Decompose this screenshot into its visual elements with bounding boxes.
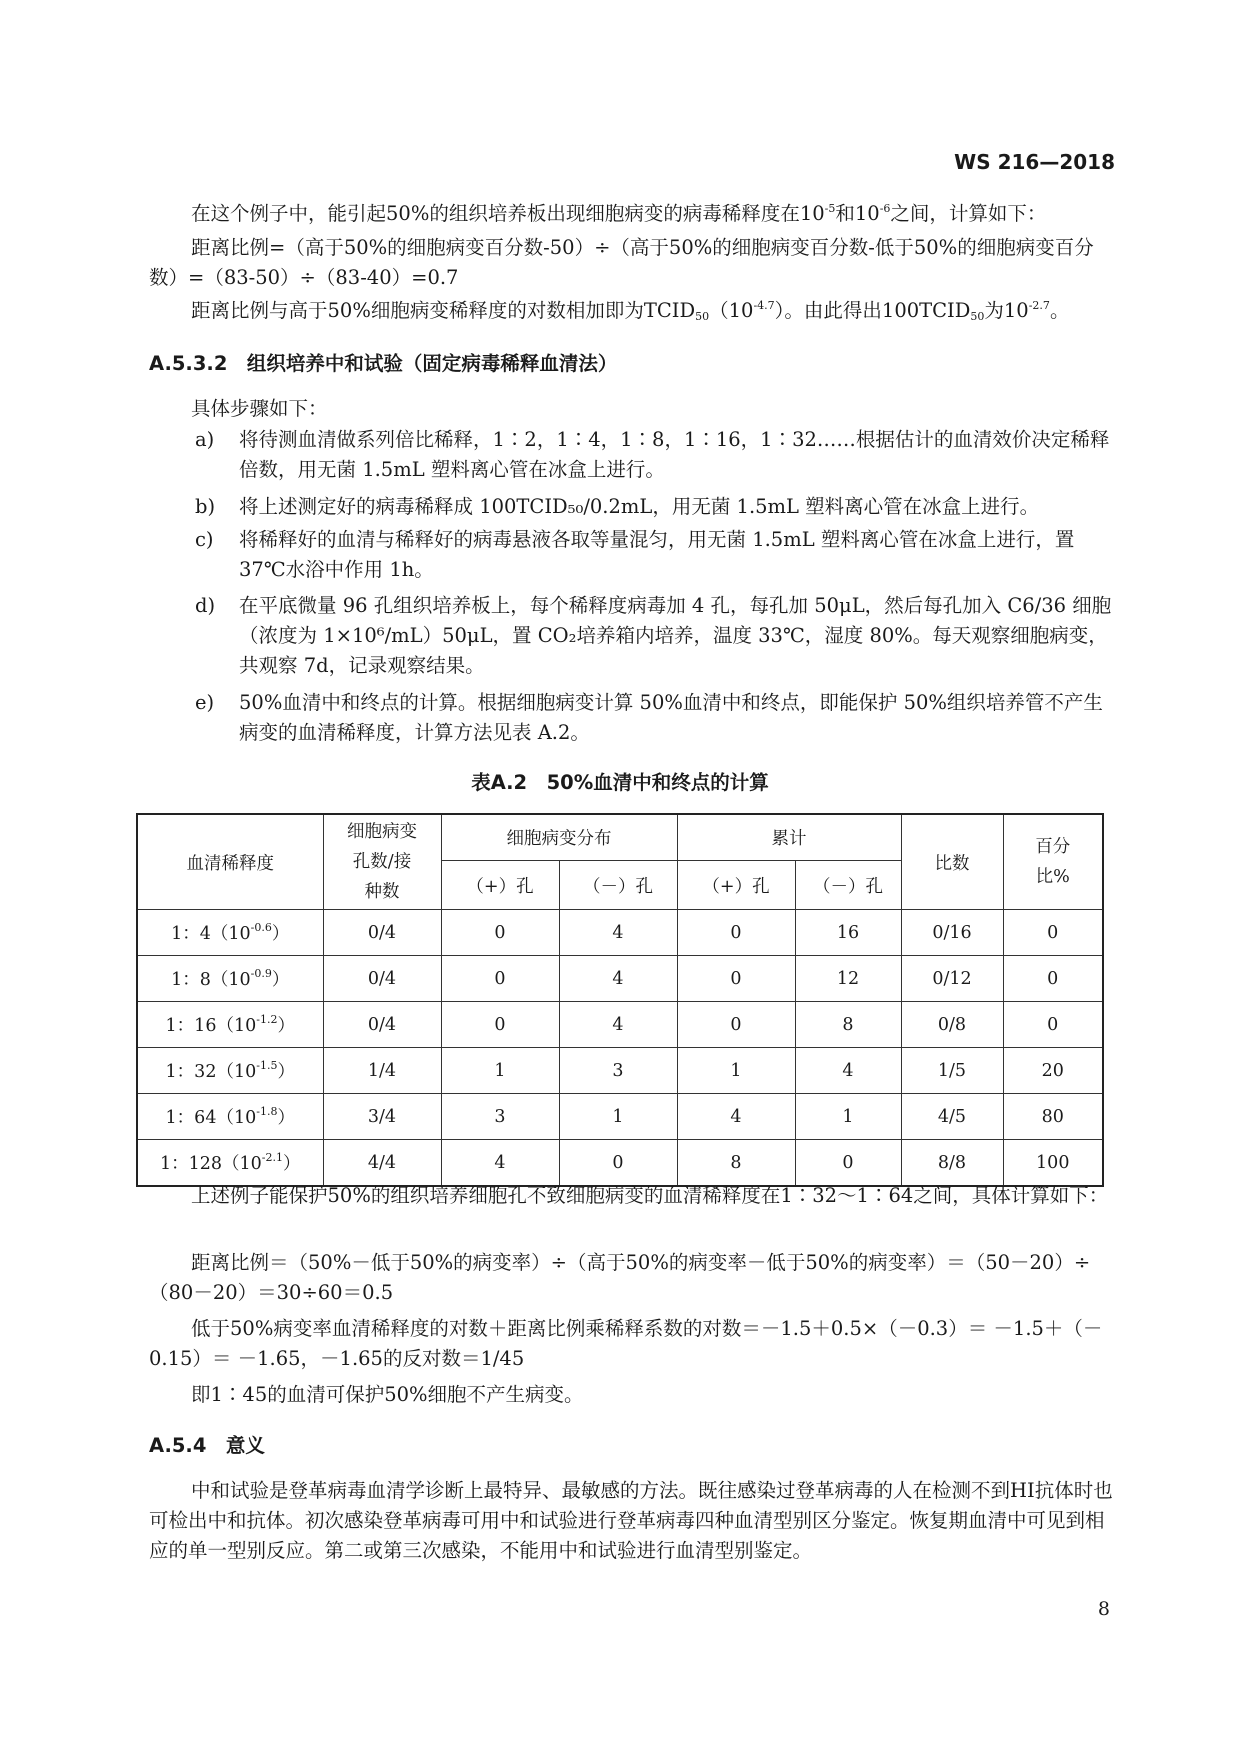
cell-dist-positive: 3 [441, 1094, 559, 1140]
cell-dilution-exponent: -1.5 [256, 1059, 278, 1072]
table-row [137, 910, 1103, 956]
step-d [195, 591, 1115, 681]
step-a [195, 425, 1115, 485]
table-header-row-1 [137, 814, 1103, 861]
after-paragraph-4: 即1∶45的血清可保护50%细胞不产生病变。 [191, 1383, 584, 1406]
cell-cum-positive: 0 [677, 910, 795, 956]
cell-dilution [137, 1140, 323, 1187]
cell-ratio: 0/4 [323, 910, 441, 956]
cell-dilution-open: （10 [216, 1016, 257, 1036]
cell-percent: 20 [1003, 1048, 1103, 1094]
cell-ratio-number: 4/5 [901, 1094, 1003, 1140]
cell-cum-negative: 16 [795, 910, 901, 956]
table-row [137, 1094, 1103, 1140]
step-b-marker: b) [195, 495, 216, 518]
cell-dilution-close: ） [271, 924, 290, 944]
standard-code: WS 216—2018 [954, 150, 1115, 174]
significance-paragraph: 中和试验是登革病毒血清学诊断上最特异、最敏感的方法。既往感染过登革病毒的人在检测不到HI抗体时也可检出中和抗体。初次感染登革病毒可用中和试验进行登革病毒四种血清型别区分鉴定。恢复期血清中可见到相应的单一型别反应。第二或第三次感染，不能用中和试验进行血清型别鉴定。 [149, 1479, 1113, 1562]
cell-dilution [137, 1094, 323, 1140]
cell-ratio-number: 8/8 [901, 1140, 1003, 1187]
cell-dist-negative: 4 [559, 956, 677, 1002]
cell-dilution [137, 956, 323, 1002]
intro-p1-text-c: 之间，计算如下： [890, 202, 1047, 225]
step-e-marker: e) [195, 691, 215, 714]
steps-lead: 具体步骤如下： [191, 397, 328, 420]
cell-dist-negative: 4 [559, 1002, 677, 1048]
table-row [137, 956, 1103, 1002]
header-percent [1003, 814, 1103, 910]
step-c-text: 将稀释好的血清与稀释好的病毒悬液各取等量混匀，用无菌 1.5mL 塑料离心管在冰盒上进行，置 37℃水浴中作用 1h。 [239, 528, 1075, 581]
section-heading-a54: A.5.4 意义 [149, 1434, 265, 1457]
cell-dilution [137, 1048, 323, 1094]
step-e [195, 688, 1115, 748]
header-ratio-line-3: 种数 [364, 882, 400, 902]
cell-dilution-exponent: -2.1 [261, 1151, 284, 1164]
intro-p3-sub-1: 50 [695, 310, 710, 323]
intro-p1-text-a: 在这个例子中，能引起50%的组织培养板出现细胞病变的病毒稀释度在10 [191, 202, 825, 225]
cell-dilution-close: ） [277, 1016, 295, 1036]
cell-dilution-open: （10 [222, 1154, 262, 1174]
table-row [137, 1048, 1103, 1094]
header-ratio-line-2: 孔数/接 [352, 852, 412, 872]
header-distribution: 细胞病变分布 [441, 814, 677, 861]
cell-cum-negative: 4 [795, 1048, 901, 1094]
section-heading-a532: A.5.3.2 组织培养中和试验（固定病毒稀释血清法） [149, 352, 618, 375]
cell-cum-positive: 4 [677, 1094, 795, 1140]
cell-dist-negative: 4 [559, 910, 677, 956]
cell-ratio-number: 1/5 [901, 1048, 1003, 1094]
cell-dilution-exponent: -1.2 [256, 1013, 278, 1026]
intro-paragraph-1 [149, 199, 1115, 229]
intro-p3-sup-1: -4.7 [753, 299, 775, 312]
header-percent-line-1: 百分 [1035, 837, 1071, 857]
step-d-text: 在平底微量 96 孔组织培养板上，每个稀释度病毒加 4 孔，每孔加 50μL，然后每孔加入 C6/36 细胞（浓度为 1×10⁶/mL）50μL，置 CO₂培养箱内培养，温度 33℃，湿度 80%。每天观察细胞病变，共观察 7d，记录观察结果。 [239, 594, 1112, 677]
intro-p3-text-a: 距离比例与高于50%细胞病变稀释度的对数相加即为TCID [191, 299, 696, 322]
cell-dilution-close: ） [277, 1108, 295, 1128]
cell-percent: 0 [1003, 910, 1103, 956]
cell-cum-negative: 12 [795, 956, 901, 1002]
cell-dist-negative: 3 [559, 1048, 677, 1094]
cell-ratio: 4/4 [323, 1140, 441, 1187]
cell-dilution-open: （10 [210, 924, 251, 944]
intro-paragraph-2: 距离比例=（高于50%的细胞病变百分数-50）÷（高于50%的细胞病变百分数-低于50%的细胞病变百分数）=（83-50）÷（83-40）=0.7 [149, 236, 1094, 289]
header-cumulative: 累计 [677, 814, 901, 861]
step-b [195, 492, 1115, 522]
cell-ratio: 3/4 [323, 1094, 441, 1140]
cell-ratio-number: 0/16 [901, 910, 1003, 956]
cell-dilution-ratio: 1：128 [159, 1154, 223, 1174]
intro-p3-text-e: 。 [1049, 299, 1070, 322]
cell-cum-positive: 8 [677, 1140, 795, 1187]
cell-percent: 0 [1003, 1002, 1103, 1048]
cell-percent: 0 [1003, 956, 1103, 1002]
after-paragraph-2: 距离比例＝（50%－低于50%的病变率）÷（高于50%的病变率－低于50%的病变率）＝（50－20）÷（80－20）＝30÷60＝0.5 [149, 1251, 1091, 1304]
cell-dist-positive: 0 [441, 956, 559, 1002]
cell-dist-negative: 0 [559, 1140, 677, 1187]
cell-dilution [137, 910, 323, 956]
cell-dilution-close: ） [277, 1062, 295, 1082]
step-a-text: 将待测血清做系列倍比稀释，1∶2，1∶4，1∶8，1∶16，1∶32……根据估计的血清效价决定稀释倍数，用无菌 1.5mL 塑料离心管在冰盒上进行。 [239, 428, 1110, 481]
cell-dilution-ratio: 1：4 [171, 924, 211, 944]
cell-percent: 100 [1003, 1140, 1103, 1187]
cell-dilution-ratio: 1：8 [171, 970, 211, 990]
step-e-text: 50%血清中和终点的计算。根据细胞病变计算 50%血清中和终点，即能保护 50%组织培养管不产生病变的血清稀释度，计算方法见表 A.2。 [239, 691, 1103, 744]
cell-dist-positive: 1 [441, 1048, 559, 1094]
cell-ratio: 1/4 [323, 1048, 441, 1094]
table-row [137, 1140, 1103, 1187]
intro-p1-text-b: 和10 [835, 202, 880, 225]
cell-percent: 80 [1003, 1094, 1103, 1140]
cell-cum-positive: 0 [677, 1002, 795, 1048]
header-dist-positive: （+）孔 [441, 861, 559, 910]
cell-dilution-close: ） [283, 1154, 301, 1174]
cell-cum-negative: 0 [795, 1140, 901, 1187]
cell-dilution-open: （10 [216, 1108, 257, 1128]
step-c-marker: c) [195, 528, 214, 551]
cell-dilution-exponent: -0.6 [250, 921, 272, 934]
cell-dilution-exponent: -1.8 [256, 1105, 278, 1118]
cell-dilution-exponent: -0.9 [250, 967, 272, 980]
header-dilution: 血清稀释度 [137, 814, 323, 910]
cell-cum-positive: 1 [677, 1048, 795, 1094]
intro-p1-sup-2: -6 [879, 202, 891, 215]
table-row [137, 1002, 1103, 1048]
step-d-marker: d) [195, 594, 216, 617]
cell-dilution [137, 1002, 323, 1048]
cell-cum-positive: 0 [677, 956, 795, 1002]
cell-dilution-open: （10 [210, 970, 251, 990]
table-body [137, 910, 1103, 1187]
cell-dilution-open: （10 [216, 1062, 257, 1082]
table-caption: 表A.2 50%血清中和终点的计算 [471, 771, 769, 794]
after-paragraph-1: 上述例子能保护50%的组织培养细胞孔不致细胞病变的血清稀释度在1∶32～1∶64之间，具体计算如下： [191, 1184, 1109, 1207]
cell-ratio: 0/4 [323, 956, 441, 1002]
intro-p3-text-c: ）。由此得出100TCID [774, 299, 971, 322]
intro-paragraph-3 [149, 296, 1115, 326]
header-ratio-number: 比数 [901, 814, 1003, 910]
step-c [195, 525, 1115, 585]
cell-dilution-ratio: 1：64 [165, 1108, 217, 1128]
cell-dilution-close: ） [271, 970, 290, 990]
neutralization-table [136, 813, 1104, 1187]
intro-p3-text-b: （10 [709, 299, 754, 322]
cell-dist-positive: 4 [441, 1140, 559, 1187]
cell-dilution-ratio: 1：32 [165, 1062, 217, 1082]
header-dist-negative: （－）孔 [559, 861, 677, 910]
cell-dist-positive: 0 [441, 910, 559, 956]
intro-p3-sup-2: -2.7 [1028, 299, 1050, 312]
step-a-marker: a) [195, 428, 215, 451]
page-number: 8 [1097, 1598, 1110, 1620]
header-percent-line-2: 比% [1035, 867, 1070, 887]
header-cum-positive: （+）孔 [677, 861, 795, 910]
header-ratio [323, 814, 441, 910]
cell-dist-positive: 0 [441, 1002, 559, 1048]
after-paragraph-3: 低于50%病变率血清稀释度的对数＋距离比例乘稀释系数的对数＝－1.5＋0.5×（－0.3）＝ －1.5＋（－0.15）＝ －1.65，－1.65的反对数＝1/45 [149, 1317, 1103, 1370]
cell-ratio-number: 0/8 [901, 1002, 1003, 1048]
cell-dist-negative: 1 [559, 1094, 677, 1140]
header-ratio-line-1: 细胞病变 [347, 822, 417, 842]
intro-p3-text-d: 为10 [984, 299, 1029, 322]
header-cum-negative: （－）孔 [795, 861, 901, 910]
intro-p3-sub-2: 50 [970, 310, 985, 323]
cell-cum-negative: 1 [795, 1094, 901, 1140]
intro-p1-sup-1: -5 [824, 202, 836, 215]
step-b-text: 将上述测定好的病毒稀释成 100TCID₅₀/0.2mL，用无菌 1.5mL 塑料离心管在冰盒上进行。 [239, 495, 1040, 518]
cell-dilution-ratio: 1：16 [165, 1016, 217, 1036]
cell-cum-negative: 8 [795, 1002, 901, 1048]
cell-ratio-number: 0/12 [901, 956, 1003, 1002]
cell-ratio: 0/4 [323, 1002, 441, 1048]
